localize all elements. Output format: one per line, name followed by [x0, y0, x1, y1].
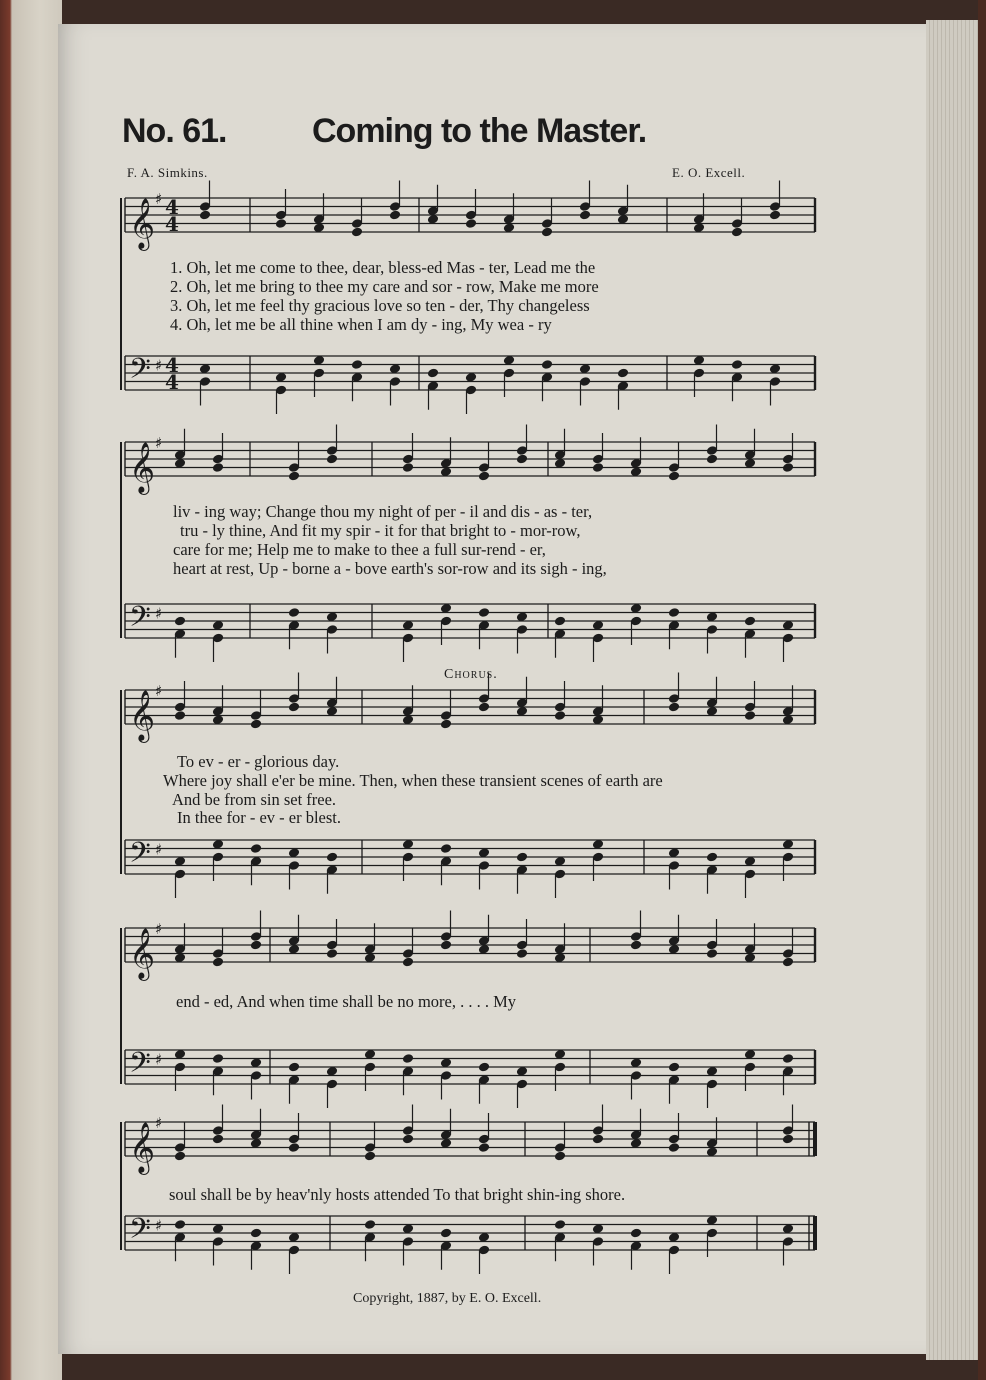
bass-note-head	[440, 1227, 453, 1238]
bass-note-head	[731, 359, 744, 370]
treble-clef-icon: 𝄞	[129, 928, 156, 979]
lyric-line-verse1: 1. Oh, let me come to thee, dear, bless-ed Mas - ter, Lead me the	[170, 258, 596, 277]
bass-clef-icon: 𝄢	[129, 1212, 151, 1253]
time-signature-bottom: 4	[165, 370, 179, 394]
bass-note-head	[174, 615, 187, 626]
lyricist-credit: F. A. Simkins.	[127, 165, 208, 180]
sharp-icon: ♯	[155, 682, 163, 700]
bass-note-head	[554, 1219, 567, 1230]
lyric-line-verse2: 2. Oh, let me bring to thee my care and sor - row, Make me more	[170, 277, 599, 296]
lyric-line-verse2: tru - ly thine, And fit my spir - it for that bright to - mor-row,	[180, 521, 581, 540]
treble-note-head	[174, 1150, 187, 1161]
bass-note-head	[706, 851, 719, 862]
bass-note-head	[250, 843, 263, 854]
bass-note-head	[174, 1219, 187, 1230]
lyric-line-verse3: care for me; Help me to make to thee a full sur-rend - er,	[173, 540, 546, 559]
sharp-icon: ♯	[155, 604, 163, 623]
treble-note-head	[478, 1142, 491, 1153]
treble-note-head	[288, 1142, 301, 1153]
treble-note-head	[782, 462, 795, 473]
bass-note-head	[478, 1061, 491, 1072]
treble-note-head	[440, 718, 453, 729]
treble-note-head	[250, 718, 263, 729]
composer-credit: E. O. Excell.	[672, 165, 746, 180]
treble-note-head	[250, 939, 263, 950]
bass-note-head	[288, 1061, 301, 1072]
treble-note-head	[288, 470, 301, 481]
lyric-line-verse4: 4. Oh, let me be all thine when I am dy - ing, My wea - ry	[170, 315, 552, 334]
sharp-icon: ♯	[155, 1216, 163, 1235]
treble-note-head	[782, 956, 795, 967]
bass-note-head	[668, 1061, 681, 1072]
lyric-line: soul shall be by heav'nly hosts attended To that bright shin-ing shore.	[169, 1185, 626, 1204]
bass-note-head	[402, 1053, 415, 1064]
sharp-icon: ♯	[155, 1114, 163, 1132]
treble-clef-icon: 𝄞	[129, 198, 156, 249]
treble-note-head	[364, 1150, 377, 1161]
treble-note-head	[212, 462, 225, 473]
time-signature-bottom: 4	[165, 212, 179, 236]
bass-note-head	[541, 359, 554, 370]
bass-note-head	[351, 359, 364, 370]
sharp-icon: ♯	[155, 356, 163, 375]
treble-note-head	[465, 218, 478, 229]
treble-note-head	[592, 1133, 605, 1144]
bass-note-head	[782, 1053, 795, 1064]
treble-clef-icon: 𝄞	[129, 1122, 156, 1173]
sharp-icon: ♯	[155, 1050, 163, 1069]
treble-note-head	[212, 1133, 225, 1144]
treble-note-head	[630, 939, 643, 950]
time-signature-top: 4	[165, 195, 179, 219]
treble-note-head	[706, 948, 719, 959]
treble-note-head	[554, 1150, 567, 1161]
treble-note-head	[554, 710, 567, 721]
treble-note-head	[402, 956, 415, 967]
treble-note-head	[351, 226, 364, 237]
chorus-label: Chorus.	[444, 667, 498, 682]
treble-note-head	[288, 701, 301, 712]
treble-note-head	[668, 701, 681, 712]
treble-note-head	[731, 226, 744, 237]
hymn-title: Coming to the Master.	[312, 112, 647, 150]
lyric-line-verse3: 3. Oh, let me feel thy gracious love so ten - der, Thy changeless	[170, 296, 590, 315]
treble-note-head	[668, 1142, 681, 1153]
lyric-line-verse4: In thee for - ev - er blest.	[177, 808, 342, 827]
treble-note-head	[516, 948, 529, 959]
time-signature-top: 4	[165, 353, 179, 377]
treble-note-head	[668, 470, 681, 481]
lyric-line-verse1: liv - ing way; Change thou my night of per - il and dis - as - ter,	[173, 502, 593, 521]
sharp-icon: ♯	[155, 190, 163, 208]
treble-clef-icon: 𝄞	[129, 442, 156, 493]
bass-note-head	[212, 1053, 225, 1064]
treble-note-head	[174, 710, 187, 721]
treble-note-head	[579, 209, 592, 220]
bass-note-head	[364, 1219, 377, 1230]
bass-note-head	[668, 607, 681, 618]
treble-note-head	[199, 209, 212, 220]
bass-note-head	[516, 851, 529, 862]
treble-note-head	[212, 956, 225, 967]
treble-note-head	[516, 453, 529, 464]
copyright-notice: Copyright, 1887, by E. O. Excell.	[353, 1291, 542, 1306]
lyric-line: end - ed, And when time shall be no more, . . . . My	[176, 992, 517, 1011]
treble-note-head	[541, 226, 554, 237]
treble-note-head	[706, 453, 719, 464]
treble-note-head	[769, 209, 782, 220]
treble-note-head	[326, 453, 339, 464]
treble-note-head	[275, 218, 288, 229]
treble-note-head	[782, 1133, 795, 1144]
treble-note-head	[478, 470, 491, 481]
bass-note-head	[326, 851, 339, 862]
bass-clef-icon: 𝄢	[129, 1046, 151, 1087]
bass-clef-icon: 𝄢	[129, 600, 151, 641]
bass-note-head	[554, 615, 567, 626]
bass-note-head	[744, 615, 757, 626]
treble-note-head	[592, 462, 605, 473]
lyric-line-verse2: Where joy shall e'er be mine. Then, when these transient scenes of earth are	[163, 771, 663, 790]
treble-note-head	[326, 948, 339, 959]
lyric-line-verse3: And be from sin set free.	[172, 790, 337, 809]
sharp-icon: ♯	[155, 434, 163, 452]
treble-note-head	[389, 209, 402, 220]
treble-note-head	[440, 939, 453, 950]
bass-note-head	[250, 1227, 263, 1238]
hymn-number: No. 61.	[122, 112, 227, 150]
treble-clef-icon: 𝄞	[129, 690, 156, 741]
lyric-line-verse1: To ev - er - glorious day.	[177, 752, 340, 771]
lyric-line-verse4: heart at rest, Up - borne a - bove earth's sor-row and its sigh - ing,	[173, 559, 607, 578]
bass-note-head	[288, 607, 301, 618]
bass-note-head	[478, 607, 491, 618]
bass-clef-icon: 𝄢	[129, 352, 151, 393]
bass-clef-icon: 𝄢	[129, 836, 151, 877]
bass-note-head	[440, 843, 453, 854]
treble-note-head	[402, 462, 415, 473]
treble-note-head	[478, 701, 491, 712]
bass-note-head	[630, 1227, 643, 1238]
sharp-icon: ♯	[155, 840, 163, 859]
bass-note-head	[617, 367, 630, 378]
treble-note-head	[744, 710, 757, 721]
bass-note-head	[427, 367, 440, 378]
treble-note-head	[402, 1133, 415, 1144]
sharp-icon: ♯	[155, 920, 163, 938]
